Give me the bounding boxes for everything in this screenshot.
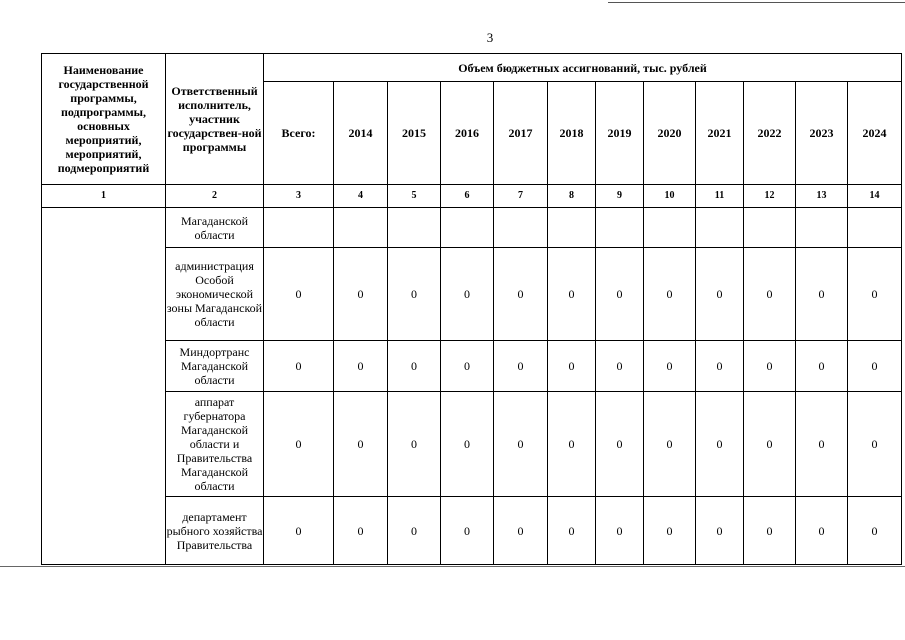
header-year: 2022	[744, 82, 796, 185]
responsible-cell: Миндортранс Магаданской области	[166, 341, 264, 392]
value-cell: 0	[334, 248, 388, 341]
value-cell: 0	[744, 248, 796, 341]
table-row	[42, 392, 902, 497]
value-cell	[796, 208, 848, 248]
responsible-cell: аппарат губернатора Магаданской области и Правительства Магаданской области	[166, 392, 264, 497]
column-number-row	[42, 185, 902, 208]
table-row	[42, 208, 902, 248]
column-number: 1	[42, 185, 166, 208]
value-cell: 0	[796, 248, 848, 341]
header-row-top	[42, 54, 902, 82]
value-cell	[334, 208, 388, 248]
value-cell: 0	[848, 248, 902, 341]
table-row	[42, 341, 902, 392]
header-year: 2017	[494, 82, 548, 185]
header-total: Всего:	[264, 82, 334, 185]
value-cell: 0	[388, 341, 441, 392]
value-cell: 0	[696, 497, 744, 565]
header-year: 2018	[548, 82, 596, 185]
column-number: 3	[264, 185, 334, 208]
value-cell: 0	[596, 392, 644, 497]
value-cell: 0	[548, 497, 596, 565]
value-cell: 0	[744, 341, 796, 392]
value-cell: 0	[264, 248, 334, 341]
value-cell: 0	[596, 497, 644, 565]
value-cell: 0	[596, 248, 644, 341]
value-cell: 0	[441, 341, 494, 392]
header-year: 2014	[334, 82, 388, 185]
value-cell: 0	[264, 341, 334, 392]
value-cell: 0	[796, 497, 848, 565]
responsible-cell: Магаданской области	[166, 208, 264, 248]
value-cell: 0	[696, 248, 744, 341]
value-cell: 0	[494, 341, 548, 392]
value-cell: 0	[696, 341, 744, 392]
column-number: 4	[334, 185, 388, 208]
value-cell: 0	[548, 341, 596, 392]
value-cell	[264, 208, 334, 248]
value-cell	[596, 208, 644, 248]
responsible-cell: департамент рыбного хозяйства Правительства	[166, 497, 264, 565]
header-year: 2019	[596, 82, 644, 185]
value-cell: 0	[696, 392, 744, 497]
header-year: 2023	[796, 82, 848, 185]
value-cell: 0	[848, 392, 902, 497]
value-cell: 0	[441, 248, 494, 341]
value-cell: 0	[644, 248, 696, 341]
value-cell: 0	[494, 248, 548, 341]
column-number: 5	[388, 185, 441, 208]
value-cell: 0	[388, 248, 441, 341]
value-cell: 0	[796, 341, 848, 392]
value-cell: 0	[388, 392, 441, 497]
value-cell: 0	[388, 497, 441, 565]
value-cell: 0	[334, 392, 388, 497]
column-number: 6	[441, 185, 494, 208]
value-cell	[644, 208, 696, 248]
value-cell: 0	[796, 392, 848, 497]
header-year: 2015	[388, 82, 441, 185]
header-budget-title: Объем бюджетных ассигнований, тыс. рублей	[264, 54, 902, 82]
column-number: 13	[796, 185, 848, 208]
column-number: 12	[744, 185, 796, 208]
value-cell	[494, 208, 548, 248]
value-cell: 0	[848, 497, 902, 565]
column-number: 8	[548, 185, 596, 208]
value-cell	[744, 208, 796, 248]
budget-table	[41, 53, 902, 565]
header-responsible: Ответственный исполнитель, участник государствен-ной программы	[166, 54, 264, 185]
value-cell: 0	[596, 341, 644, 392]
value-cell: 0	[644, 497, 696, 565]
value-cell: 0	[744, 497, 796, 565]
value-cell: 0	[441, 392, 494, 497]
table-row	[42, 248, 902, 341]
value-cell	[388, 208, 441, 248]
header-program-name: Наименование государственной программы, подпрограммы, основных мероприятий, мероприятий, подмероприятий	[42, 54, 166, 185]
value-cell: 0	[548, 248, 596, 341]
header-year: 2016	[441, 82, 494, 185]
column-number: 10	[644, 185, 696, 208]
top-rule	[608, 2, 905, 3]
value-cell: 0	[264, 392, 334, 497]
responsible-cell: администрация Особой экономической зоны Магаданской области	[166, 248, 264, 341]
value-cell: 0	[548, 392, 596, 497]
header-year: 2020	[644, 82, 696, 185]
value-cell: 0	[644, 341, 696, 392]
value-cell: 0	[494, 392, 548, 497]
column-number: 2	[166, 185, 264, 208]
value-cell	[696, 208, 744, 248]
value-cell: 0	[441, 497, 494, 565]
value-cell	[441, 208, 494, 248]
value-cell	[848, 208, 902, 248]
column-number: 11	[696, 185, 744, 208]
header-year: 2024	[848, 82, 902, 185]
value-cell: 0	[494, 497, 548, 565]
column-number: 7	[494, 185, 548, 208]
value-cell: 0	[848, 341, 902, 392]
value-cell: 0	[744, 392, 796, 497]
value-cell	[548, 208, 596, 248]
value-cell: 0	[264, 497, 334, 565]
program-name-cell	[42, 208, 166, 565]
column-number: 14	[848, 185, 902, 208]
value-cell: 0	[334, 341, 388, 392]
value-cell: 0	[644, 392, 696, 497]
header-year: 2021	[696, 82, 744, 185]
value-cell: 0	[334, 497, 388, 565]
table-row	[42, 497, 902, 565]
bottom-rule	[0, 566, 905, 567]
page-number: 3	[486, 30, 494, 45]
column-number: 9	[596, 185, 644, 208]
